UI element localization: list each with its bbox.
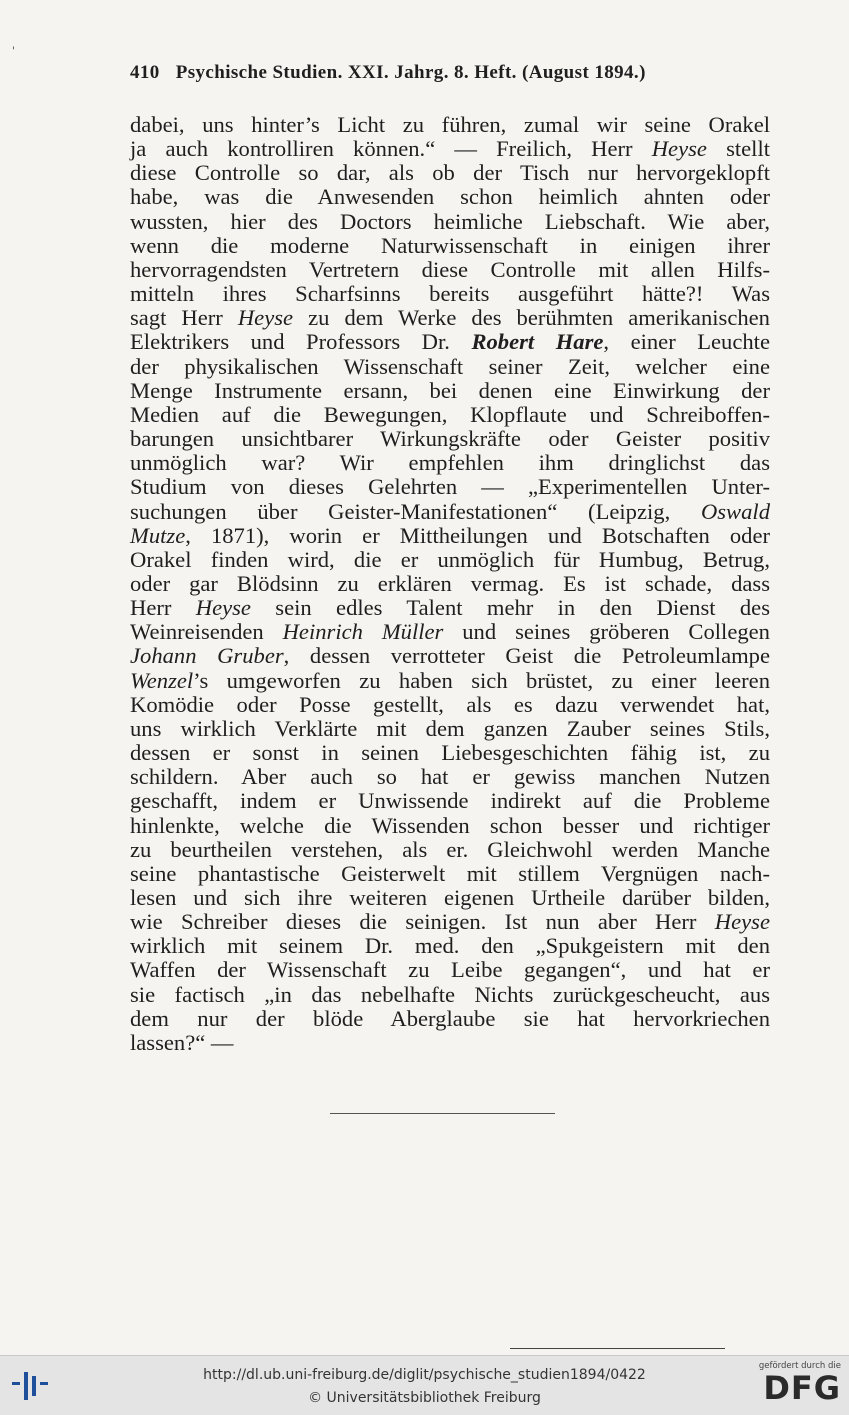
text-line	[130, 500, 770, 524]
text-line	[130, 620, 770, 644]
text-line	[130, 306, 770, 330]
italic-name: Wenzel	[130, 667, 194, 693]
text-line	[130, 113, 770, 137]
text-line	[130, 185, 770, 209]
text-run: stellt	[706, 136, 770, 162]
text-run: , dessen verrotteter Geist die Petroleumlampe	[283, 643, 770, 669]
text-run: , 1871), worin er Mittheilungen und Botschaften oder	[185, 522, 770, 548]
text-line	[130, 644, 770, 668]
text-run: und seines gröberen Collegen	[443, 619, 770, 645]
text-run: zu beurtheilen verstehen, als er. Gleichwohl werden Manche	[130, 836, 770, 862]
text-run: der physikalischen Wissenschaft seiner Zeit, welcher eine	[130, 353, 770, 379]
text-run: geschafft, indem er Unwissende indirekt auf die Probleme	[130, 788, 770, 814]
text-line	[130, 282, 770, 306]
text-run: oder gar Blödsinn zu erklären vermag. Es ist schade, dass	[130, 570, 770, 596]
text-run: seine phantastische Geisterwelt mit stillem Vergnügen nach-	[130, 860, 770, 886]
text-run: sein edles Talent mehr in den Dienst des	[250, 595, 770, 621]
italic-name: Mutze	[130, 522, 186, 548]
text-run: lassen?“ —	[130, 1029, 234, 1055]
text-run: Komödie oder Posse gestellt, als es dazu verwendet hat,	[130, 691, 770, 717]
text-line	[130, 475, 770, 499]
text-run: Studium von dieses Gelehrten — „Experimentellen Unter-	[130, 474, 770, 500]
text-run: Weinreisenden	[130, 619, 283, 645]
text-line	[130, 210, 770, 234]
text-line	[130, 814, 770, 838]
italic-name: Heyse	[714, 909, 770, 935]
text-line	[130, 379, 770, 403]
text-run: hervorragendsten Vertretern diese Controlle mit allen Hilfs-	[130, 256, 770, 282]
text-run: unmöglich war? Wir empfehlen ihm dringlichst das	[130, 450, 770, 476]
text-line	[130, 958, 770, 982]
sponsor-caption: gefördert durch die	[758, 1361, 841, 1371]
text-line	[130, 1007, 770, 1031]
text-run: dessen er sonst in seinen Liebesgeschichten fähig ist, zu	[130, 740, 770, 766]
text-line	[130, 258, 770, 282]
text-line	[130, 934, 770, 958]
scan-speck: '	[12, 46, 15, 57]
text-line	[130, 717, 770, 741]
text-run: Waffen der Wissenschaft zu Leibe gegangen“, und hat er	[130, 957, 770, 983]
text-line	[130, 910, 770, 934]
text-run: Herr	[130, 595, 196, 621]
text-line	[130, 741, 770, 765]
text-run: hinlenkte, welche die Wissenden schon besser und richtiger	[130, 812, 770, 838]
text-run: Orakel finden wird, die er unmöglich für Humbug, Betrug,	[130, 546, 770, 572]
italic-name: Johann Gruber	[130, 643, 284, 669]
text-line	[130, 572, 770, 596]
text-line	[130, 983, 770, 1007]
text-line	[130, 330, 770, 354]
text-line	[130, 524, 770, 548]
text-run: ja auch kontrolliren können.“ — Freilich, Herr	[130, 136, 652, 162]
text-line	[130, 451, 770, 475]
italic-name: Heyse	[651, 136, 707, 162]
text-line	[130, 886, 770, 910]
text-run: , einer Leuchte	[603, 329, 770, 355]
text-run: barungen unsichtbarer Wirkungskräfte oder Geister positiv	[130, 426, 770, 452]
footer-bar	[0, 1355, 849, 1415]
section-end-rule	[330, 1113, 555, 1114]
text-run: sagt Herr	[130, 305, 238, 331]
text-run: wussten, hier des Doctors heimliche Liebschaft. Wie aber,	[130, 208, 770, 234]
text-line	[130, 789, 770, 813]
text-run: lesen und sich ihre weiteren eigenen Urtheile darüber bilden,	[130, 885, 770, 910]
running-title: Psychische Studien. XXI. Jahrg. 8. Heft. (August 1894.)	[175, 62, 646, 83]
text-line	[130, 427, 770, 451]
italic-name: Heinrich Müller	[282, 619, 444, 645]
text-line	[130, 765, 770, 789]
text-line	[130, 161, 770, 185]
text-line	[130, 596, 770, 620]
text-run: dem nur der blöde Aberglaube sie hat hervorkriechen	[130, 1005, 770, 1031]
italic-name: Heyse	[237, 305, 294, 331]
body-text	[130, 113, 770, 1055]
source-url-link[interactable]: http://dl.ub.uni-freiburg.de/diglit/psychische_studien1894/0422	[203, 1367, 646, 1383]
italic-name: Oswald	[700, 498, 770, 524]
text-line	[130, 137, 770, 161]
text-run: sie factisch „in das nebelhafte Nichts zurückgescheucht, aus	[130, 981, 770, 1007]
page-number: 410	[130, 62, 160, 83]
emphasized-name: Robert Hare	[471, 329, 604, 355]
text-line	[130, 838, 770, 862]
text-line	[130, 1031, 770, 1055]
text-run: habe, was die Anwesenden schon heimlich ahnten oder	[130, 184, 770, 210]
text-run: wenn die moderne Naturwissenschaft in einigen ihrer	[130, 232, 770, 258]
dfg-logo: DFG	[763, 1369, 841, 1407]
italic-name: Heyse	[195, 595, 251, 621]
text-run: ’s umgeworfen zu haben sich brüstet, zu einer leeren	[193, 667, 770, 693]
text-line	[130, 234, 770, 258]
text-run: wirklich mit seinem Dr. med. den „Spukgeistern mit den	[130, 933, 770, 959]
text-run: Menge Instrumente ersann, bei denen eine Einwirkung der	[130, 377, 770, 403]
page-header	[130, 62, 770, 84]
text-run: dabei, uns hinter’s Licht zu führen, zumal wir seine Orakel	[130, 112, 770, 137]
text-run: diese Controlle so dar, als ob der Tisch nur hervorgeklopft	[130, 160, 770, 186]
text-run: uns wirklich Verklärte mit dem ganzen Zauber seines Stils,	[130, 715, 770, 741]
text-line	[130, 669, 770, 693]
text-run: Elektrikers und Professors Dr.	[130, 329, 472, 355]
text-line	[130, 862, 770, 886]
bottom-rule	[510, 1348, 725, 1349]
text-line	[130, 355, 770, 379]
text-line	[130, 693, 770, 717]
text-line	[130, 548, 770, 572]
text-run: Medien auf die Bewegungen, Klopflaute und Schreiboffen-	[130, 401, 770, 427]
copyright-text: © Universitätsbibliothek Freiburg	[308, 1390, 541, 1406]
dfg-sponsor[interactable]	[751, 1361, 841, 1405]
text-line	[130, 403, 770, 427]
text-run: mitteln ihres Scharfsinns bereits ausgeführt hätte?! Was	[130, 281, 770, 307]
text-run: suchungen über Geister-Manifestationen“ (Leipzig,	[130, 498, 701, 524]
text-run: wie Schreiber dieses die seinigen. Ist nun aber Herr	[130, 909, 715, 935]
text-run: schildern. Aber auch so hat er gewiss manchen Nutzen	[130, 764, 770, 790]
text-run: zu dem Werke des berühmten amerikanischen	[293, 305, 770, 331]
